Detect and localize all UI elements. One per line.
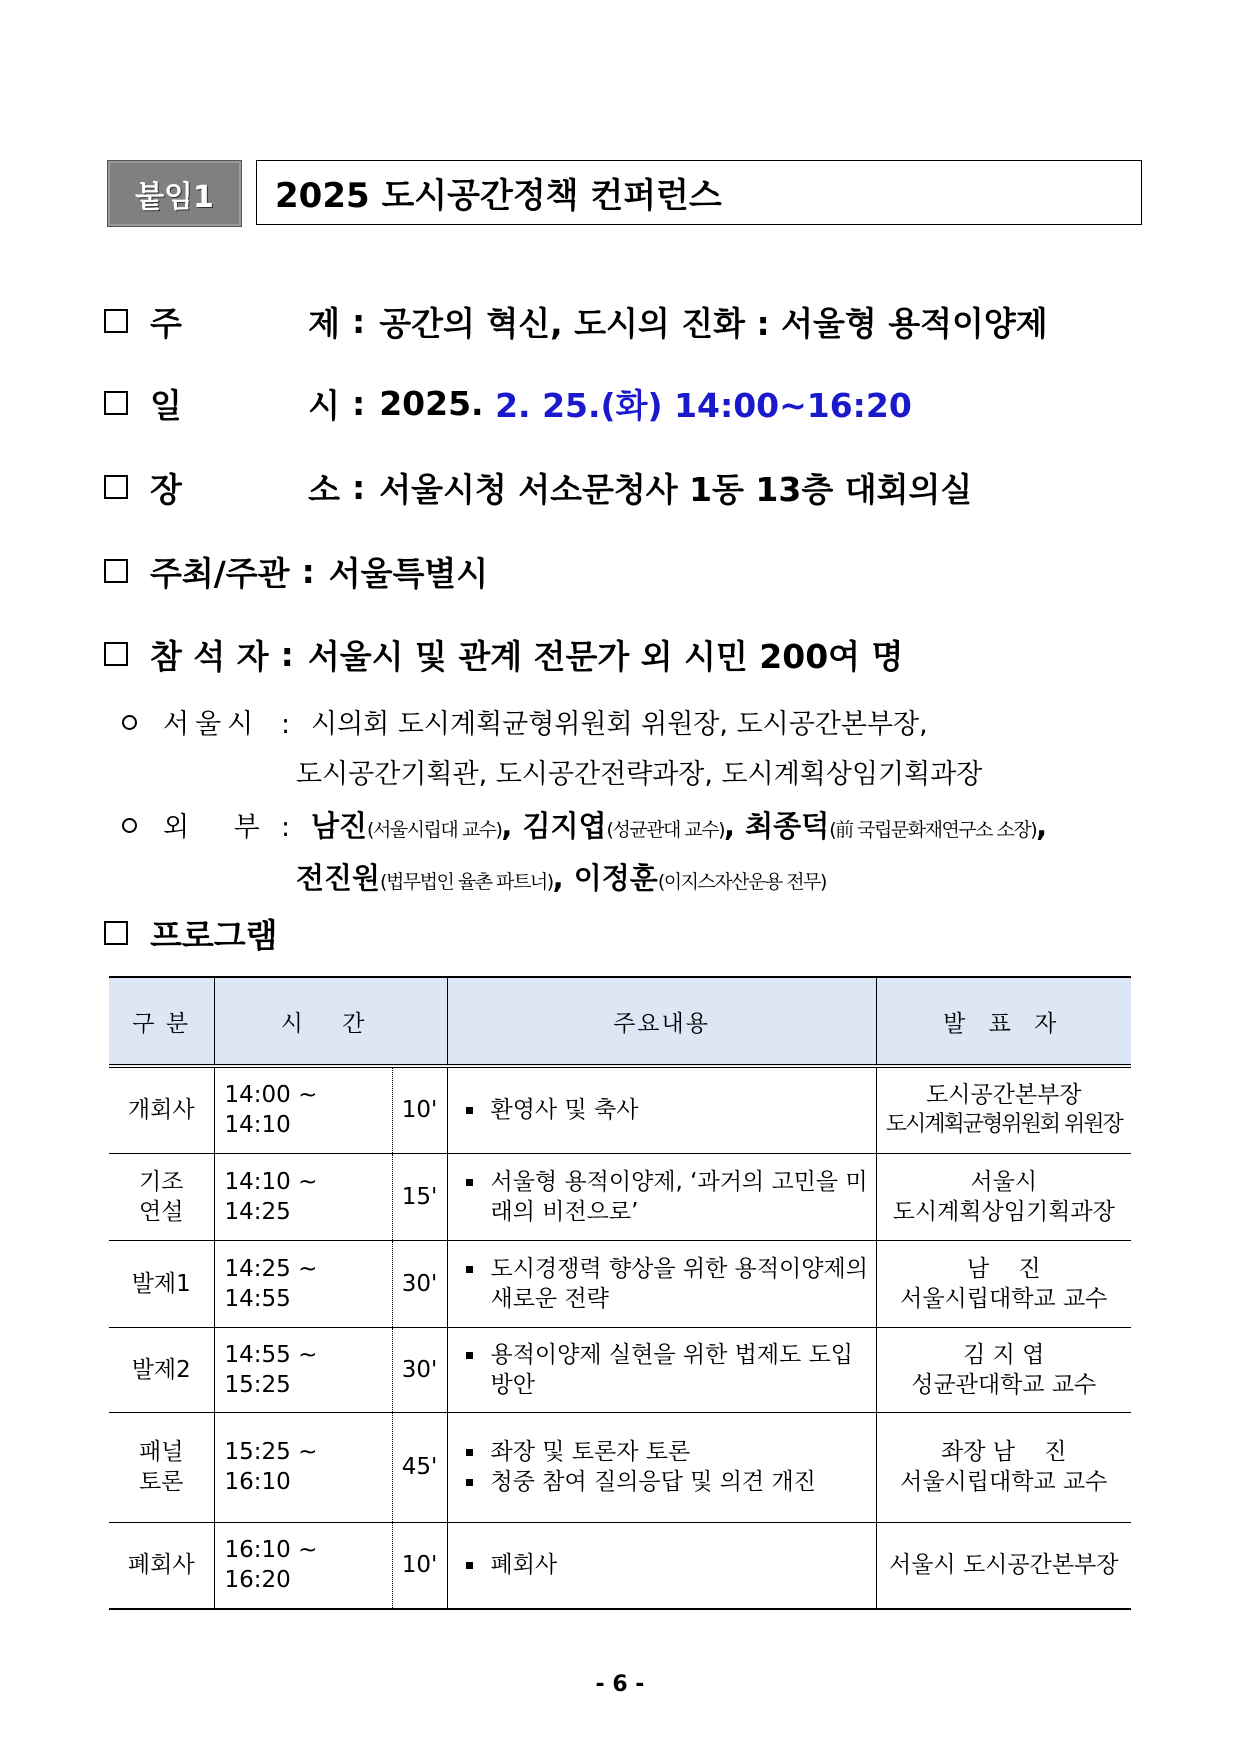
square-bullet-icon <box>466 1179 473 1186</box>
row-speaker: 도시공간본부장 도시계획균형위원회 위원장 <box>876 1066 1131 1153</box>
checkbox-square-icon <box>104 309 128 333</box>
program-heading-text: 프로그램 <box>150 915 278 955</box>
attachment-badge: 붙임1 <box>107 160 242 227</box>
info-place-value: 서울시청 서소문청사 1동 13층 대회의실 <box>379 469 973 509</box>
document-title <box>256 160 1142 225</box>
info-theme: 주 제 : 공간의 혁신, 도시의 진화 : 서울형 용적이양제 <box>104 296 1048 346</box>
info-datetime: 일 시 : 2025. 2. 25.(화) 14:00~16:20 <box>104 378 912 428</box>
external-person-name: 최종덕 <box>745 809 830 843</box>
attendees-seoul-line1: 시의회 도시계획균형위원회 위원장, 도시공간본부장, <box>311 709 928 740</box>
row-category: 폐회사 <box>109 1522 214 1609</box>
row-time: 14:00 ~ 14:10 <box>214 1066 392 1153</box>
row-content: 좌장 및 토론자 토론 청중 참여 질의응답 및 의견 개진 <box>447 1412 876 1522</box>
external-person-affiliation: (前 국립문화재연구소 소장) <box>829 819 1037 841</box>
info-host: 주최/주관 : 서울특별시 <box>104 546 488 596</box>
row-duration: 10' <box>392 1522 447 1609</box>
table-row <box>109 1327 1131 1412</box>
info-theme-value: 공간의 혁신, 도시의 진화 : 서울형 용적이양제 <box>379 303 1048 343</box>
checkbox-square-icon <box>104 921 128 945</box>
square-bullet-icon <box>466 1266 473 1273</box>
square-bullet-icon <box>466 1352 473 1359</box>
row-category: 발제1 <box>109 1240 214 1327</box>
column-header-time: 시 간 <box>214 977 447 1066</box>
row-category: 패널 토론 <box>109 1412 214 1522</box>
attendees-seoul-label: 서울시 <box>163 709 260 740</box>
row-time: 14:25 ~ 14:55 <box>214 1240 392 1327</box>
table-header-row <box>109 977 1131 1066</box>
info-place-label: 장 소 <box>150 469 340 509</box>
attendees-external-label: 외 부 <box>163 812 278 843</box>
external-person-name: 김지엽 <box>522 809 607 843</box>
row-time: 14:55 ~ 15:25 <box>214 1327 392 1412</box>
row-content: 환영사 및 축사 <box>447 1066 876 1153</box>
external-person-affiliation: (법무법인 율촌 파트너) <box>380 871 553 893</box>
square-bullet-icon <box>466 1479 473 1486</box>
row-content: 서울형 용적이양제, ‘과거의 고민을 미래의 비전으로’ <box>447 1153 876 1240</box>
info-place: 장 소 : 서울시청 서소문청사 1동 13층 대회의실 <box>104 462 972 512</box>
row-duration: 30' <box>392 1240 447 1327</box>
attendees-external-cont: 전진원 (법무법인 율촌 파트너) , 이정훈 (이지스자산운용 전무) <box>296 856 826 897</box>
circle-bullet-icon <box>122 715 137 730</box>
table-row <box>109 1522 1131 1609</box>
attendees-external: 외 부 : 남진 (서울시립대 교수) , 김지엽 (성균관대 교수) , 최종덕 (前 국립문화재연구소 소장) , <box>122 804 1047 845</box>
column-header-speaker: 발 표 자 <box>876 977 1131 1066</box>
info-host-label: 주최/주관 <box>150 553 290 593</box>
row-speaker: 서울시 도시계획상임기획과장 <box>876 1153 1131 1240</box>
external-person-affiliation: (서울시립대 교수) <box>367 819 502 841</box>
square-bullet-icon <box>466 1107 473 1114</box>
attendees-seoul-cont <box>296 752 982 791</box>
info-attendees: 참 석 자 : 서울시 및 관계 전문가 외 시민 200여 명 <box>104 629 903 679</box>
external-person-name: 남진 <box>311 809 368 843</box>
row-duration: 10' <box>392 1066 447 1153</box>
info-datetime-date: 2. 25.(화) 14:00~16:20 <box>495 385 912 425</box>
row-time: 14:10 ~ 14:25 <box>214 1153 392 1240</box>
program-heading <box>104 908 278 958</box>
checkbox-square-icon <box>104 475 128 499</box>
external-person-name: 이정훈 <box>573 861 658 895</box>
row-speaker: 서울시 도시공간본부장 <box>876 1522 1131 1609</box>
external-person-affiliation: (성균관대 교수) <box>606 819 725 841</box>
row-speaker: 김 지 엽 성균관대학교 교수 <box>876 1327 1131 1412</box>
external-person-name: 전진원 <box>296 861 381 895</box>
row-category: 기조 연설 <box>109 1153 214 1240</box>
row-duration: 45' <box>392 1412 447 1522</box>
info-datetime-label: 일 시 <box>150 385 340 425</box>
column-header-content: 주요내용 <box>447 977 876 1066</box>
info-attendees-label: 참 석 자 <box>150 636 269 676</box>
row-content: 도시경쟁력 향상을 위한 용적이양제의 새로운 전략 <box>447 1240 876 1327</box>
checkbox-square-icon <box>104 559 128 583</box>
row-speaker: 좌장 남 진 서울시립대학교 교수 <box>876 1412 1131 1522</box>
info-attendees-value: 서울시 및 관계 전문가 외 시민 200여 명 <box>307 636 904 676</box>
document-title-text: 2025 도시공간정책 컨퍼런스 <box>275 176 722 216</box>
page-number: - 6 - <box>595 1672 645 1697</box>
table-row <box>109 1412 1131 1522</box>
square-bullet-icon <box>466 1562 473 1569</box>
column-header-category: 구 분 <box>109 977 214 1066</box>
attendees-seoul: 서울시 : 시의회 도시계획균형위원회 위원장, 도시공간본부장, <box>122 702 928 741</box>
row-content: 용적이양제 실현을 위한 법제도 도입방안 <box>447 1327 876 1412</box>
table-row <box>109 1153 1131 1240</box>
attendees-seoul-line2: 도시공간기획관, 도시공간전략과장, 도시계획상임기획과장 <box>296 759 983 790</box>
row-time: 16:10 ~ 16:20 <box>214 1522 392 1609</box>
square-bullet-icon <box>466 1449 473 1456</box>
row-category: 발제2 <box>109 1327 214 1412</box>
table-row <box>109 1240 1131 1327</box>
info-host-value: 서울특별시 <box>328 553 489 593</box>
row-content: 폐회사 <box>447 1522 876 1609</box>
info-datetime-year: 2025. <box>379 383 484 423</box>
circle-bullet-icon <box>122 818 137 833</box>
row-category: 개회사 <box>109 1066 214 1153</box>
row-duration: 15' <box>392 1153 447 1240</box>
program-table <box>109 976 1131 1610</box>
checkbox-square-icon <box>104 391 128 415</box>
row-time: 15:25 ~ 16:10 <box>214 1412 392 1522</box>
info-theme-label: 주 제 <box>150 303 340 343</box>
table-row <box>109 1066 1131 1153</box>
external-person-affiliation: (이지스자산운용 전무) <box>657 871 826 893</box>
row-speaker: 남 진 서울시립대학교 교수 <box>876 1240 1131 1327</box>
checkbox-square-icon <box>104 642 128 666</box>
row-duration: 30' <box>392 1327 447 1412</box>
